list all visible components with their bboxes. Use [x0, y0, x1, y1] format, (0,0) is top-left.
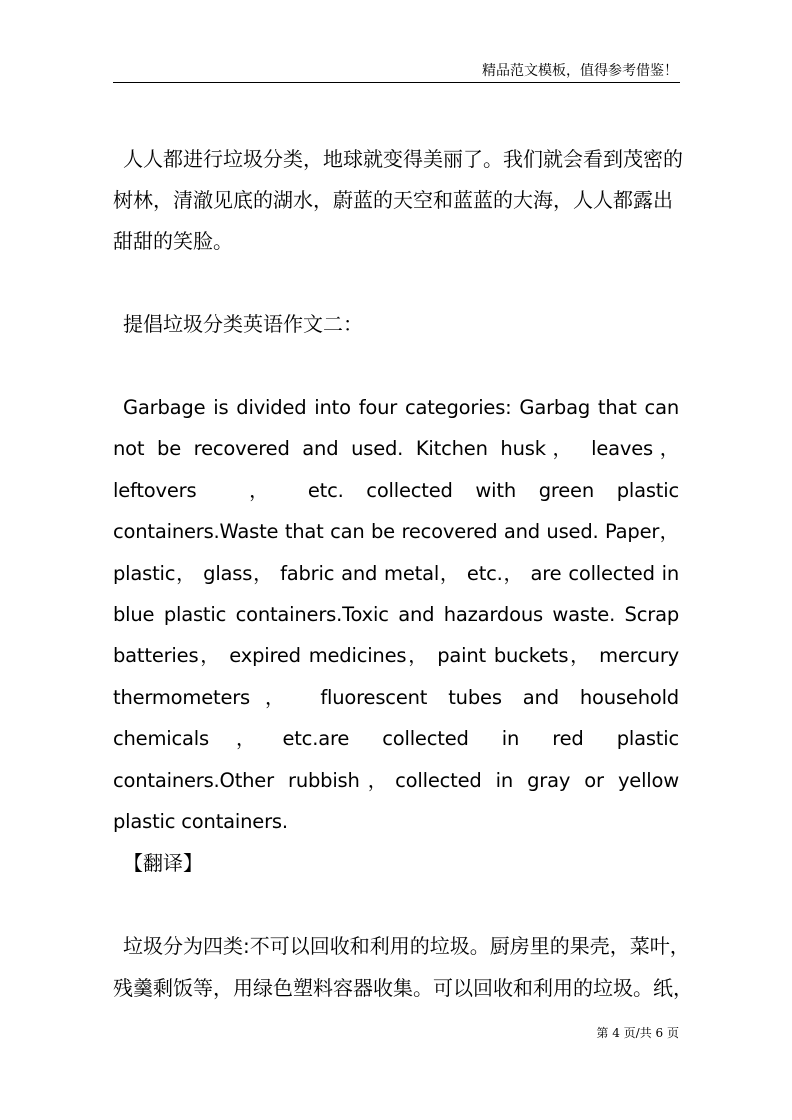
- paragraph-1-line-1: 人人都进行垃圾分类，地球就变得美丽了。我们就会看到茂密的: [123, 147, 683, 171]
- section-heading-text: 提倡垃圾分类英语作文二：: [123, 312, 363, 336]
- translation-heading: [113, 843, 679, 885]
- page-number: 第 4 页/共 6 页: [596, 1026, 679, 1040]
- translation-paragraph: [113, 926, 693, 1009]
- paragraph-1: [113, 139, 683, 262]
- translation-line-2: 残羹剩饭等，用绿色塑料容器收集。可以回收和利用的垃圾。纸，: [113, 975, 693, 1000]
- paragraph-1-line-3: 甜甜的笑脸。: [113, 229, 233, 253]
- section-heading: [113, 304, 679, 346]
- english-essay-paragraph: Garbage is divided into four categories: Garbag that can not be recovered and used. Kitchen husk， leaves， leftovers ， etc. collected with green plastic containers.Waste that can be recovered and used. Paper， plastic， glass， fabric and metal， etc.， are collected in blue plastic containers.Toxic and hazardous waste. Scrap batteries， expired medicines， paint buckets， mercury thermometers， fluorescent tubes and household chemicals，etc.are collected in red plastic containers.Other rubbish，collected in gray or yellow plastic containers.: [113, 396, 679, 834]
- translation-line-1: 垃圾分为四类:不可以回收和利用的垃圾。厨房里的果壳，菜叶，: [123, 934, 690, 958]
- document-body: [113, 0, 693, 1120]
- paragraph-1-line-2: 树林，清澈见底的湖水，蔚蓝的天空和蓝蓝的大海，人人都露出: [113, 188, 673, 212]
- header-text: 精品范文模板，值得参考借鉴！: [482, 63, 678, 79]
- translation-heading-text: 【翻译】: [123, 851, 203, 875]
